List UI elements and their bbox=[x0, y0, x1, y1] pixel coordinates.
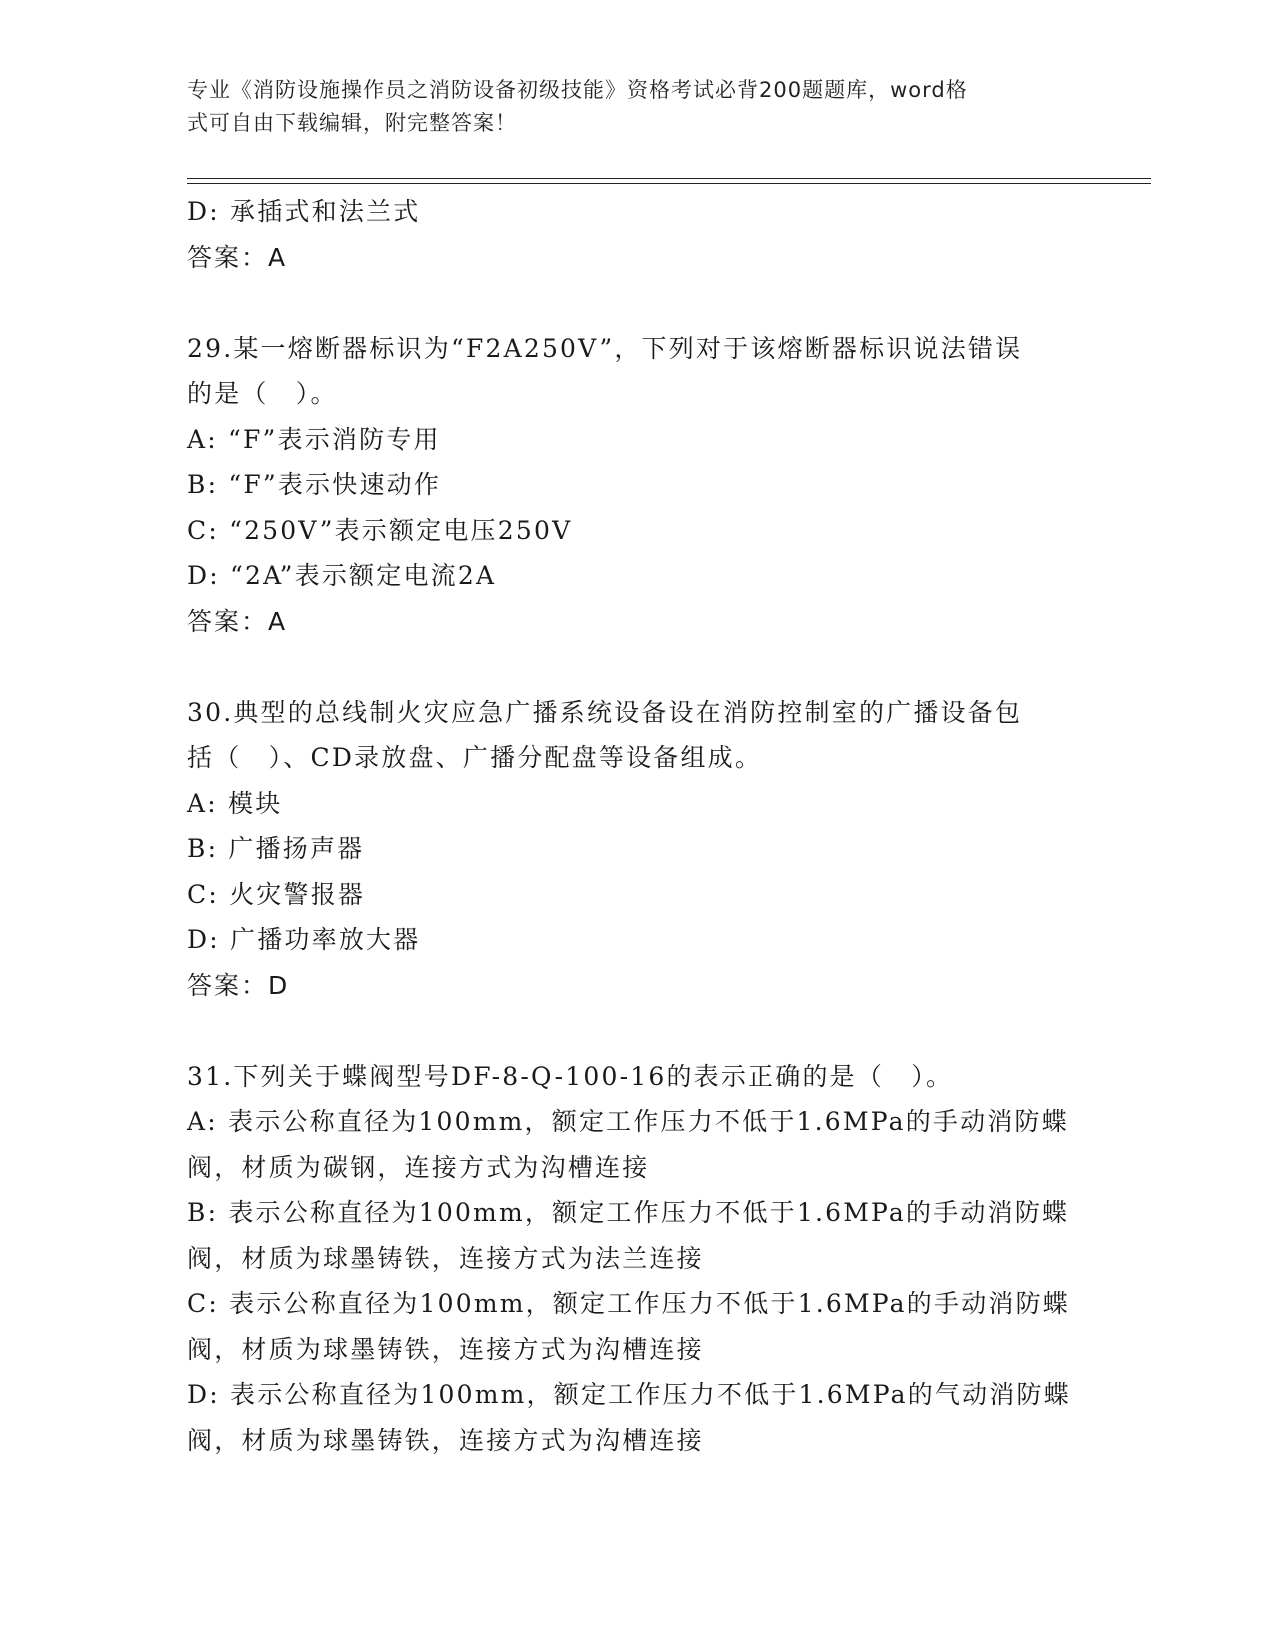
option-c: C: “250V”表示额定电压250V bbox=[187, 515, 573, 545]
option-a-continued: 阀，材质为碳钢，连接方式为沟槽连接 bbox=[187, 1152, 650, 1182]
option-d: D: 广播功率放大器 bbox=[187, 925, 421, 954]
option-c-continued: 阀，材质为球墨铸铁，连接方式为沟槽连接 bbox=[187, 1334, 704, 1364]
option-b: B: 广播扬声器 bbox=[187, 834, 365, 863]
option-c: C: 表示公称直径为100mm，额定工作压力不低于1.6MPa的手动消防蝶 bbox=[187, 1289, 1070, 1318]
option-a: A: 表示公称直径为100mm，额定工作压力不低于1.6MPa的手动消防蝶 bbox=[187, 1107, 1069, 1136]
previous-question-tail bbox=[187, 189, 1107, 280]
header-divider-top bbox=[187, 178, 1151, 179]
question-29 bbox=[187, 326, 1107, 645]
page-header bbox=[187, 74, 1087, 140]
option-b: B: “F”表示快速动作 bbox=[187, 470, 442, 499]
question-stem: 31.下列关于蝶阀型号DF-8-Q-100-16的表示正确的是（ ）。 bbox=[187, 1061, 954, 1091]
header-line-1: 专业《消防设施操作员之消防设备初级技能》资格考试必背200题题库，word格 bbox=[187, 78, 968, 102]
option-b-continued: 阀，材质为球墨铸铁，连接方式为法兰连接 bbox=[187, 1243, 704, 1273]
question-stem: 29.某一熔断器标识为“F2A250V”，下列对于该熔断器标识说法错误 bbox=[187, 333, 1023, 363]
question-stem: 30.典型的总线制火灾应急广播系统设备设在消防控制室的广播设备包 bbox=[187, 697, 1023, 727]
option-c: C: 火灾警报器 bbox=[187, 879, 366, 909]
spacer bbox=[187, 1008, 1107, 1054]
question-stem-continued: 的是（ ）。 bbox=[187, 379, 338, 408]
option-d: D: 表示公称直径为100mm，额定工作压力不低于1.6MPa的气动消防蝶 bbox=[187, 1380, 1071, 1409]
header-line-2: 式可自由下载编辑，附完整答案！ bbox=[187, 111, 517, 135]
spacer bbox=[187, 644, 1107, 690]
answer: 答案：A bbox=[187, 606, 288, 636]
option-a: A: “F”表示消防专用 bbox=[187, 424, 441, 454]
question-stem-continued: 括（ ）、CD录放盘、广播分配盘等设备组成。 bbox=[187, 743, 763, 772]
answer: 答案：D bbox=[187, 970, 290, 1000]
option-d: D: 承插式和法兰式 bbox=[187, 197, 421, 226]
option-a: A: 模块 bbox=[187, 788, 283, 818]
answer: 答案：A bbox=[187, 242, 288, 272]
option-b: B: 表示公称直径为100mm，额定工作压力不低于1.6MPa的手动消防蝶 bbox=[187, 1198, 1070, 1227]
header-divider-bottom bbox=[187, 183, 1151, 184]
option-d-continued: 阀，材质为球墨铸铁，连接方式为沟槽连接 bbox=[187, 1425, 704, 1455]
spacer bbox=[187, 280, 1107, 326]
option-d: D: “2A”表示额定电流2A bbox=[187, 561, 497, 590]
question-30 bbox=[187, 690, 1107, 1009]
question-content bbox=[187, 189, 1107, 1463]
question-31 bbox=[187, 1054, 1107, 1464]
